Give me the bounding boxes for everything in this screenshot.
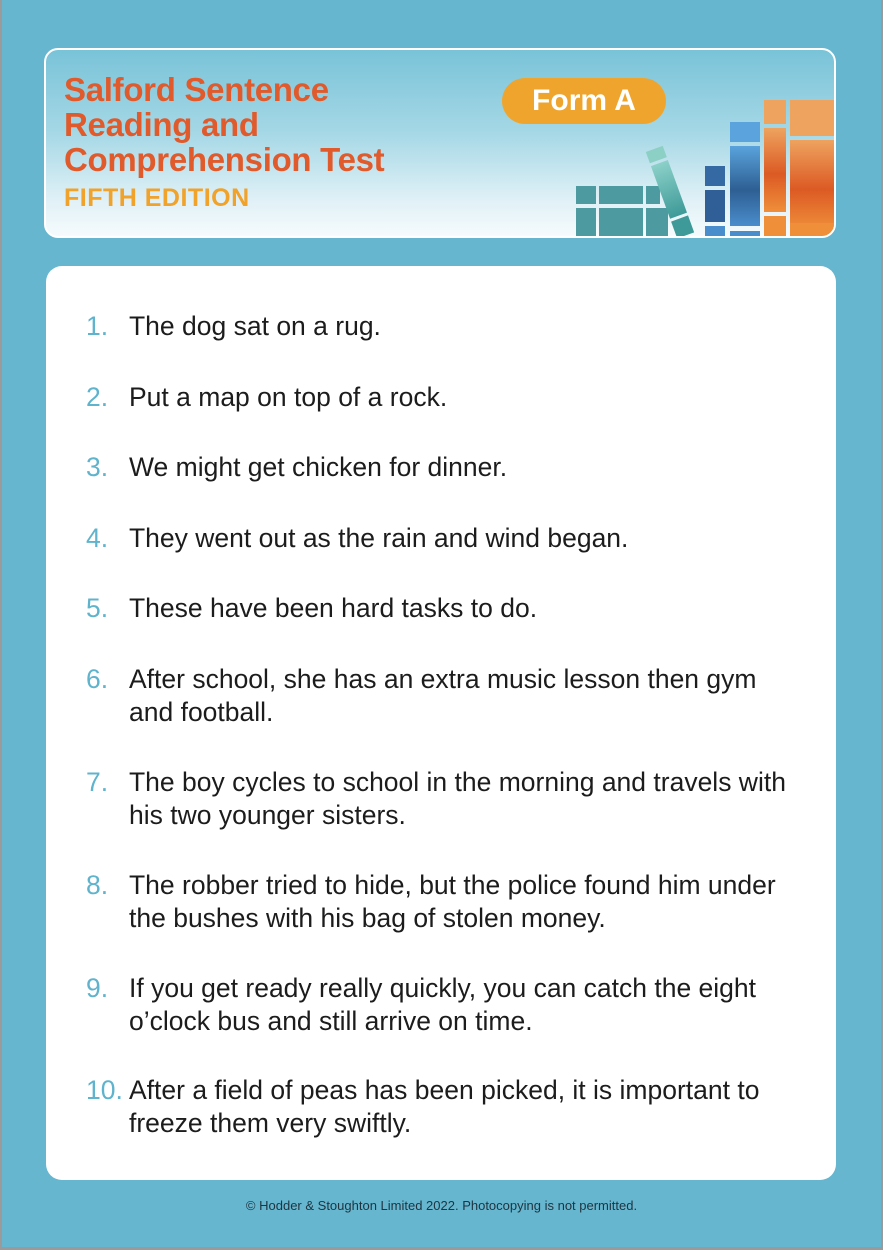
header-banner [44,48,836,238]
copyright-footer: © Hodder & Stoughton Limited 2022. Photocopying is not permitted. [245,1198,638,1213]
list-item [86,522,806,555]
list-item [86,869,806,935]
form-badge: Form A [502,78,666,124]
title-line: Salford Sentence [64,71,329,108]
list-item [86,381,806,414]
item-number: 9. [86,973,109,1003]
books-on-shelf-icon [574,72,836,238]
title-line: Reading and [64,106,259,143]
list-item [86,663,806,729]
item-number: 3. [86,452,109,482]
item-text: We might get chicken for dinner. [129,452,508,482]
item-number: 1. [86,311,109,341]
item-text: They went out as the rain and wind began. [129,523,629,553]
item-number: 8. [86,870,109,900]
page-title [64,72,384,177]
item-text: Put a map on top of a rock. [129,382,448,412]
item-number: 10. [86,1075,123,1105]
test-page [2,0,881,1247]
title-line: Comprehension Test [64,141,385,178]
item-text: These have been hard tasks to do. [129,593,538,623]
item-number: 7. [86,767,109,797]
item-number: 5. [86,593,109,623]
item-text: If you get ready really quickly, you can catch the eight o’clock bus and still arrive on time. [129,973,757,1036]
list-item [86,972,806,1038]
edition-label: FIFTH EDITION [64,184,250,212]
item-number: 2. [86,382,109,412]
item-number: 4. [86,523,109,553]
item-number: 6. [86,664,109,694]
item-text: After a field of peas has been picked, it is important to freeze them very swiftly. [129,1075,760,1138]
item-text: After school, she has an extra music lesson then gym and football. [129,664,757,727]
list-item [86,766,806,832]
item-text: The dog sat on a rug. [129,311,381,341]
item-text: The boy cycles to school in the morning and travels with his two younger sisters. [129,767,786,830]
list-item [86,592,806,625]
sentence-card [46,266,836,1180]
list-item [86,1074,806,1140]
list-item [86,310,806,343]
item-text: The robber tried to hide, but the police found him under the bushes with his bag of stolen money. [129,870,776,933]
list-item [86,451,806,484]
